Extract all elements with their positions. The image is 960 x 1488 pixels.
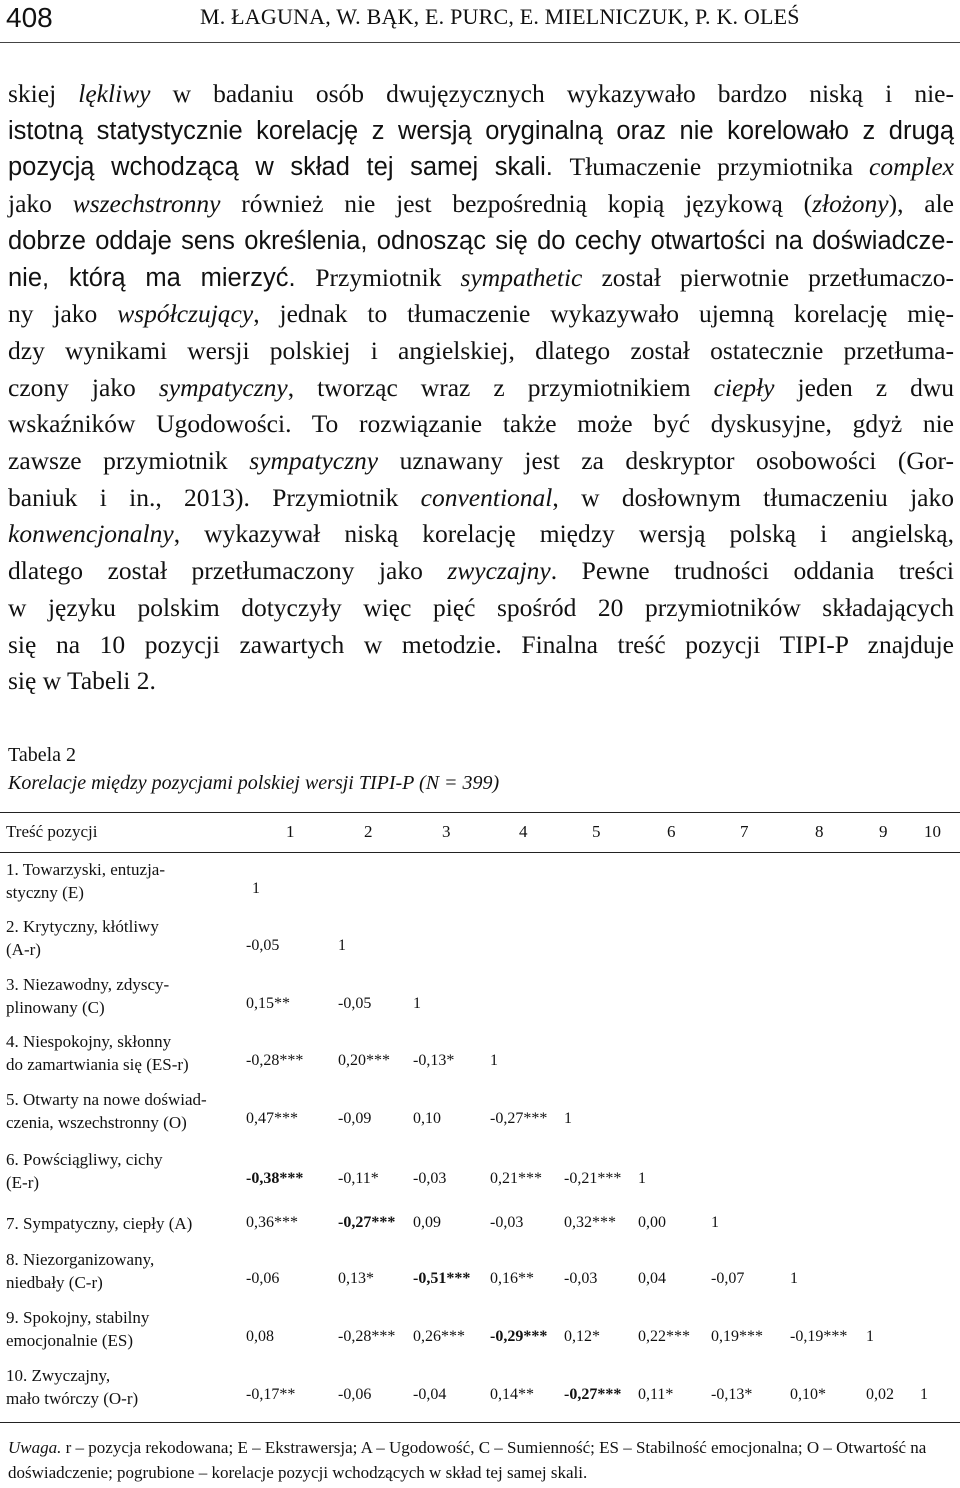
italic-term: sympathetic [460, 262, 583, 292]
table-cell: 1 [866, 1328, 874, 1345]
table-cell: -0,29*** [490, 1328, 548, 1345]
text-run: ny jako [8, 299, 118, 329]
text-run: jeden z dwu [774, 372, 954, 402]
table-cell: 0,00 [638, 1214, 666, 1231]
table-cell: -0,17** [246, 1386, 296, 1403]
table-cell: 1 [490, 1052, 498, 1069]
table-cell: -0,21*** [564, 1170, 622, 1187]
table-cell: -0,27*** [564, 1386, 622, 1403]
row-label-line: 1. Towarzyski, entuzja- [6, 860, 166, 879]
table-cell: 0,11* [638, 1386, 674, 1403]
body-line [8, 296, 954, 332]
table-cell: 0,12* [564, 1328, 600, 1345]
text-run: dobrze oddaje sens określenia, odnosząc się do cechy otwartości na doświadcze- [8, 226, 954, 255]
table-cell: -0,51*** [413, 1270, 471, 1287]
column-header: 8 [815, 822, 824, 841]
text-run: uznawany jest za deskryptor osobowości (Gor- [378, 446, 954, 475]
table-cell: 0,21*** [490, 1170, 542, 1187]
row-label [6, 915, 159, 961]
row-label-line: mało twórczy (O-r) [6, 1389, 139, 1408]
table-cell: 1 [711, 1214, 719, 1231]
text-run: Tłumaczenie przymiotnika [569, 152, 870, 182]
italic-term: konwencjonalny [8, 519, 174, 549]
table-cell: -0,19*** [790, 1328, 848, 1345]
table-cell: 0,10* [790, 1386, 826, 1403]
table-cell: 0,08 [246, 1328, 274, 1345]
text-run: pozycją wchodzącą w skład tej samej skali. [8, 153, 570, 182]
row-label-line: emocjonalnie (ES) [6, 1331, 133, 1350]
row-label-line: 4. Niespokojny, skłonny [6, 1032, 172, 1051]
table-cell: 0,20*** [338, 1052, 390, 1069]
column-header: 1 [286, 822, 295, 841]
page-number: 408 [6, 2, 53, 33]
table-cell: -0,27*** [490, 1110, 548, 1127]
table-cell: -0,04 [413, 1386, 447, 1403]
table-cell: 0,09 [413, 1214, 441, 1231]
note-text: r – pozycja rekodowana; E – Ekstrawersja; A – Ugodowość, C – Sumienność; ES – Stabilność emocjonalna; O – Otwartość na doświadczenie; pogrubione – korelacje pozycji wchodzących w skład tej samej skali. [8, 1438, 927, 1482]
table-cell: 0,04 [638, 1270, 666, 1287]
table-cell: 1 [338, 937, 346, 954]
table-cell: 0,15** [246, 995, 290, 1012]
text-run: ), ale [888, 189, 954, 219]
table-cell: -0,03 [490, 1214, 524, 1231]
table-header-rule [0, 852, 960, 853]
table-top-rule [0, 812, 960, 813]
body-line [8, 553, 954, 589]
table-cell: -0,38*** [246, 1170, 304, 1187]
text-run: Przymiotnik [315, 262, 461, 292]
body-line [8, 76, 954, 112]
text-run: wskaźników Ugodowości. To rozwiązanie także może być dyskusyjne, gdyż nie [8, 409, 954, 439]
row-label-line: 8. Niezorganizowany, [6, 1250, 155, 1269]
body-line [8, 590, 954, 626]
text-run: został pierwotnie przetłumaczo- [582, 262, 954, 292]
text-run: skiej [8, 79, 79, 108]
row-label [6, 1306, 149, 1352]
italic-term: złożony [812, 189, 889, 219]
table-cell: -0,03 [413, 1170, 447, 1187]
table-bottom-rule [0, 1422, 960, 1423]
row-label [6, 973, 169, 1019]
row-label [6, 1148, 163, 1194]
row-label [6, 1248, 154, 1294]
body-line [8, 516, 954, 552]
table-cell: -0,03 [564, 1270, 598, 1287]
italic-term: wszechstronny [72, 189, 221, 219]
text-run: . Pewne trudności oddania treści [550, 556, 955, 586]
column-header: 5 [592, 822, 601, 841]
table-cell: 0,02 [866, 1386, 894, 1403]
body-line [8, 260, 954, 296]
text-run: , w dosłownym tłumaczeniu jako [552, 482, 954, 512]
running-head: M. ŁAGUNA, W. BĄK, E. PURC, E. MIELNICZUK, P. K. OLEŚ [200, 4, 800, 29]
text-run: w języku polskim dotyczyły więc pięć spośród 20 przymiotników składających [8, 592, 954, 622]
row-label [6, 1364, 138, 1410]
text-run: czony jako [8, 372, 159, 402]
row-label-line: niedbały (C-r) [6, 1273, 103, 1292]
table-cell: 0,13* [338, 1270, 374, 1287]
table-cell: -0,06 [246, 1270, 280, 1287]
italic-term: sympatyczny [249, 446, 379, 475]
body-line [8, 627, 954, 663]
text-run: w badaniu osób dwujęzycznych wykazywało bardzo niską i nie- [150, 79, 954, 108]
table-cell: -0,28*** [246, 1052, 304, 1069]
body-line [8, 663, 954, 699]
italic-term: lękliwy [78, 79, 151, 108]
row-label-line: 3. Niezawodny, zdyscy- [6, 975, 170, 994]
table-cell: 1 [790, 1270, 798, 1287]
table-cell: 0,36*** [246, 1214, 298, 1231]
body-line [8, 370, 954, 406]
text-run: , tworząc wraz z przymiotnikiem [287, 372, 714, 402]
table-cell: 0,16** [490, 1270, 534, 1287]
text-run: się na 10 pozycji zawartych w metodzie. Finalna treść pozycji TIPI-P znajduje [8, 629, 954, 659]
table-cell: -0,28*** [338, 1328, 396, 1345]
column-header: 3 [442, 822, 451, 841]
row-label-line: (A-r) [6, 940, 41, 959]
row-label-line: do zamartwiania się (ES-r) [6, 1055, 189, 1074]
table-cell: -0,05 [246, 937, 280, 954]
italic-term: współczujący [117, 299, 254, 329]
text-run: nie, którą ma mierzyć. [8, 263, 316, 292]
table-cell: 0,47*** [246, 1110, 298, 1127]
italic-term: complex [869, 152, 955, 182]
body-line [8, 186, 954, 222]
text-run: się w Tabeli 2. [8, 666, 156, 696]
table-note [8, 1435, 954, 1485]
column-header: 7 [740, 822, 749, 841]
table-cell: 1 [920, 1386, 928, 1403]
text-run: dzy wynikami wersji polskiej i angielskiej, dlatego został ostatecznie przetłuma- [8, 335, 954, 365]
row-label [6, 1212, 192, 1235]
italic-term: sympatyczny [158, 372, 288, 402]
row-label-line: (E-r) [6, 1173, 40, 1192]
text-run: istotną statystycznie korelację z wersją oryginalną oraz nie korelowało z drugą [8, 116, 954, 145]
column-header: 2 [364, 822, 373, 841]
italic-term: conventional [420, 482, 553, 512]
page-header [0, 0, 960, 43]
row-label-line: 7. Sympatyczny, ciepły (A) [6, 1214, 193, 1233]
row-label-line: styczny (E) [6, 883, 84, 902]
note-label: Uwaga. [8, 1438, 62, 1457]
text-run: dlatego został przetłumaczony jako [8, 556, 448, 586]
table-cell: -0,13* [711, 1386, 753, 1403]
row-label-line: 9. Spokojny, stabilny [6, 1308, 150, 1327]
table-cell: 1 [413, 995, 421, 1012]
table-cell: -0,07 [711, 1270, 745, 1287]
table-cell: -0,27*** [338, 1214, 396, 1231]
row-label-line: 2. Krytyczny, kłótliwy [6, 917, 159, 936]
table-cell: 1 [638, 1170, 646, 1187]
table-cell: 0,26*** [413, 1328, 465, 1345]
table-cell: 1 [564, 1110, 572, 1127]
body-line [8, 480, 954, 516]
body-line [8, 113, 954, 149]
table-cell: 0,19*** [711, 1328, 763, 1345]
text-run: jako [8, 189, 73, 219]
table-cell: -0,05 [338, 995, 372, 1012]
column-header: 6 [667, 822, 676, 841]
table-cell: -0,06 [338, 1386, 372, 1403]
row-label-line: 10. Zwyczajny, [6, 1366, 111, 1385]
table-cell: -0,13* [413, 1052, 455, 1069]
row-label [6, 858, 165, 904]
table-cell: 1 [252, 880, 260, 897]
text-run: , jednak to tłumaczenie wykazywało ujemną korelację mię- [253, 299, 954, 329]
body-line [8, 443, 954, 479]
body-line [8, 406, 954, 442]
table-caption: Korelacje między pozycjami polskiej wersji TIPI-P (N = 399) [8, 772, 500, 794]
column-header: 4 [519, 822, 528, 841]
body-line [8, 149, 954, 185]
table-cell: 0,10 [413, 1110, 441, 1127]
row-label-line: 6. Powściągliwy, cichy [6, 1150, 163, 1169]
column-header: 10 [924, 822, 941, 841]
italic-term: ciepły [713, 372, 775, 402]
text-run: również nie jest bezpośrednią kopią językową ( [220, 189, 813, 219]
row-label-line: 5. Otwarty na nowe doświad- [6, 1090, 207, 1109]
column-header: 9 [879, 822, 888, 841]
table-header-first: Treść pozycji [6, 822, 98, 841]
table-cell: -0,11* [338, 1170, 379, 1187]
italic-term: zwyczajny [447, 556, 551, 586]
table-label: Tabela 2 [8, 744, 77, 766]
body-line [8, 333, 954, 369]
table-cell: 0,22*** [638, 1328, 690, 1345]
row-label [6, 1030, 189, 1076]
row-label [6, 1088, 207, 1134]
table-cell: -0,09 [338, 1110, 372, 1127]
text-run: , wykazywał niską korelację między wersją polską i angielską, [173, 519, 954, 549]
body-line [8, 223, 954, 259]
row-label-line: czenia, wszechstronny (O) [6, 1113, 187, 1132]
table-cell: 0,14** [490, 1386, 534, 1403]
text-run: zawsze przymiotnik [8, 446, 250, 475]
row-label-line: plinowany (C) [6, 998, 105, 1017]
text-run: baniuk i in., 2013). Przymiotnik [8, 482, 421, 512]
table-cell: 0,32*** [564, 1214, 616, 1231]
